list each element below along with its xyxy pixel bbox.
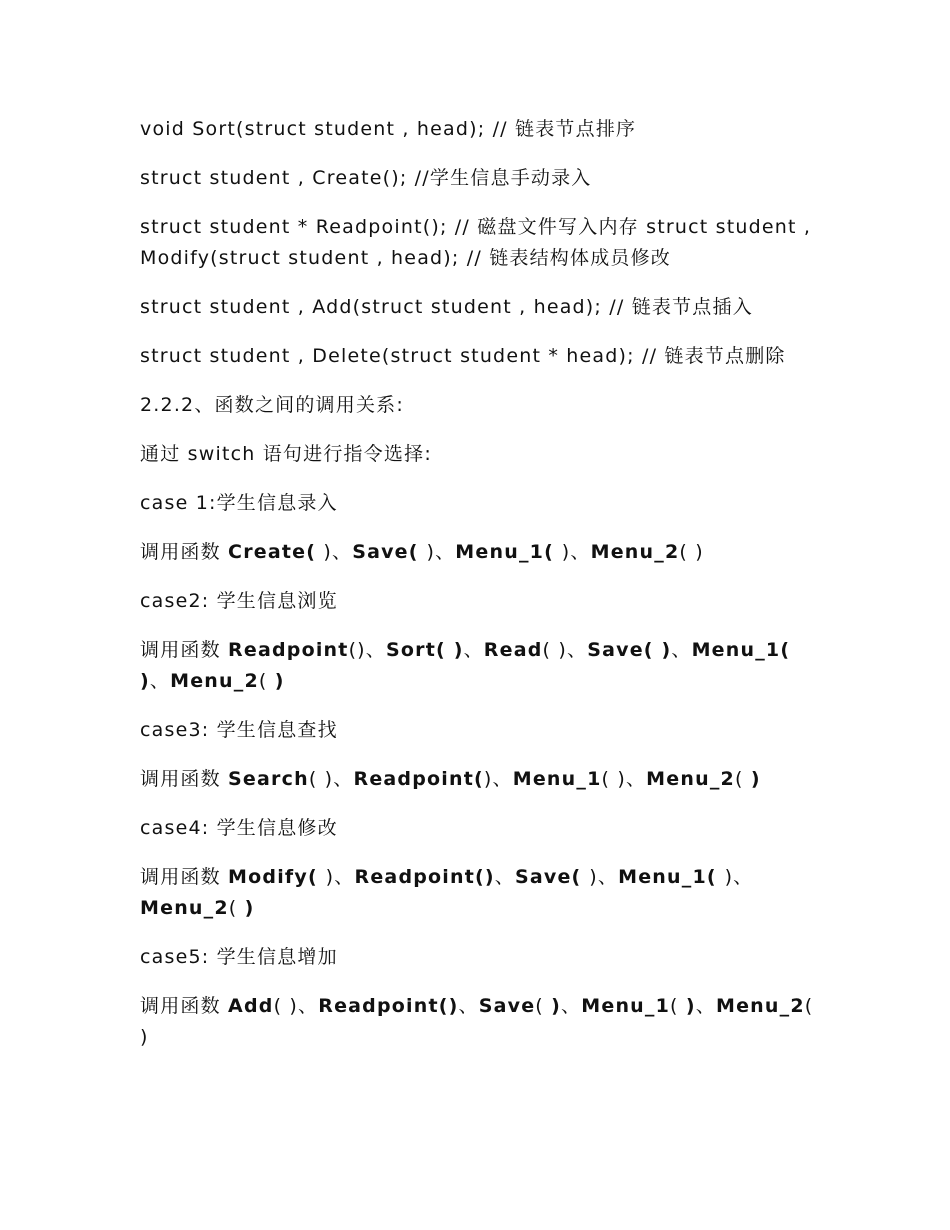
- case3-call-line: [140, 764, 820, 795]
- case3-label: case3: 学生信息查找: [140, 719, 338, 741]
- call-separator: 、: [671, 639, 692, 661]
- call-separator: 、: [695, 995, 716, 1017]
- line-add-declaration: struct student , Add(struct student , head); // 链表节点插入: [140, 296, 753, 318]
- line-sort-declaration: void Sort(struct student , head); // 链表节点排序: [140, 118, 637, 140]
- document-page: [140, 114, 820, 1071]
- call-separator: (: [228, 897, 245, 919]
- function-name: Menu_1: [512, 768, 602, 790]
- call-separator: (: [734, 768, 751, 790]
- function-name: ): [244, 897, 255, 919]
- call-separator: ( )、: [542, 639, 588, 661]
- function-name: Save: [478, 995, 536, 1017]
- case4-label: case4: 学生信息修改: [140, 817, 338, 839]
- function-name: Menu_2: [590, 541, 680, 563]
- function-name: Read: [483, 639, 543, 661]
- call-separator: ( ): [679, 541, 704, 563]
- function-name: Menu_1(: [618, 866, 725, 888]
- call-separator: )、: [316, 541, 353, 563]
- call-separator: )、: [561, 541, 591, 563]
- line-delete-declaration: struct student , Delete(struct student * head); // 链表节点删除: [140, 345, 786, 367]
- call-separator: ( )、: [308, 768, 354, 790]
- function-name: Modify(: [228, 866, 326, 888]
- call-separator: (: [258, 670, 275, 692]
- function-name: ): [551, 995, 562, 1017]
- function-name: Sort( ): [386, 639, 464, 661]
- call-prefix: 调用函数: [140, 995, 229, 1017]
- call-separator: (: [670, 995, 686, 1017]
- function-name: Readpoint(): [354, 866, 495, 888]
- function-name: Search: [228, 768, 309, 790]
- call-separator: ( )、: [601, 768, 647, 790]
- call-separator: )、: [589, 866, 619, 888]
- case1-call-line: [140, 537, 820, 568]
- call-separator: )、: [325, 866, 355, 888]
- case1-label: case 1:学生信息录入: [140, 492, 338, 514]
- line-create-declaration: struct student , Create(); //学生信息手动录入: [140, 167, 592, 189]
- function-name: Menu_2: [715, 995, 805, 1017]
- case5-label: case5: 学生信息增加: [140, 946, 338, 968]
- call-separator: 、: [561, 995, 582, 1017]
- call-separator: 、: [149, 670, 171, 692]
- function-name: Add: [228, 995, 274, 1017]
- function-name: Readpoint(): [318, 995, 459, 1017]
- case2-call-line: [140, 635, 820, 697]
- function-name: ): [685, 995, 696, 1017]
- case2-label: case2: 学生信息浏览: [140, 590, 338, 612]
- function-name: Save(: [352, 541, 427, 563]
- function-name: Save(: [514, 866, 590, 888]
- function-name: Save( ): [587, 639, 672, 661]
- function-name: ): [274, 670, 285, 692]
- case5-call-line: [140, 991, 820, 1053]
- call-prefix: 调用函数: [140, 639, 229, 661]
- call-prefix: 调用函数: [140, 768, 229, 790]
- function-name: ): [750, 768, 761, 790]
- function-name: Readpoint: [228, 639, 349, 661]
- function-name: Menu_1: [581, 995, 671, 1017]
- section-heading-call-relations: 2.2.2、函数之间的调用关系:: [140, 394, 404, 416]
- function-name: Menu_2: [170, 670, 259, 692]
- function-name: Menu_1( ): [140, 639, 791, 692]
- call-prefix: 调用函数: [140, 541, 229, 563]
- line-readpoint-modify-declaration: struct student * Readpoint(); // 磁盘文件写入内存 struct student , Modify(struct student , head); // 链表结构体成员修改: [140, 216, 812, 269]
- line-switch-intro: 通过 switch 语句进行指令选择:: [140, 443, 432, 465]
- call-separator: )、: [426, 541, 456, 563]
- call-separator: )、: [724, 866, 754, 888]
- function-name: Readpoint(: [353, 768, 484, 790]
- call-separator: ()、: [348, 639, 386, 661]
- call-prefix: 调用函数: [140, 866, 229, 888]
- function-name: Menu_1(: [455, 541, 562, 563]
- call-separator: 、: [463, 639, 484, 661]
- call-separator: ( )、: [273, 995, 319, 1017]
- call-separator: 、: [458, 995, 479, 1017]
- function-name: Menu_2: [140, 897, 229, 919]
- function-name: Create(: [228, 541, 317, 563]
- call-separator: )、: [483, 768, 513, 790]
- function-name: Menu_2: [646, 768, 735, 790]
- call-separator: ( ): [140, 995, 814, 1048]
- case4-call-line: [140, 862, 820, 924]
- call-separator: 、: [494, 866, 515, 888]
- call-separator: (: [535, 995, 552, 1017]
